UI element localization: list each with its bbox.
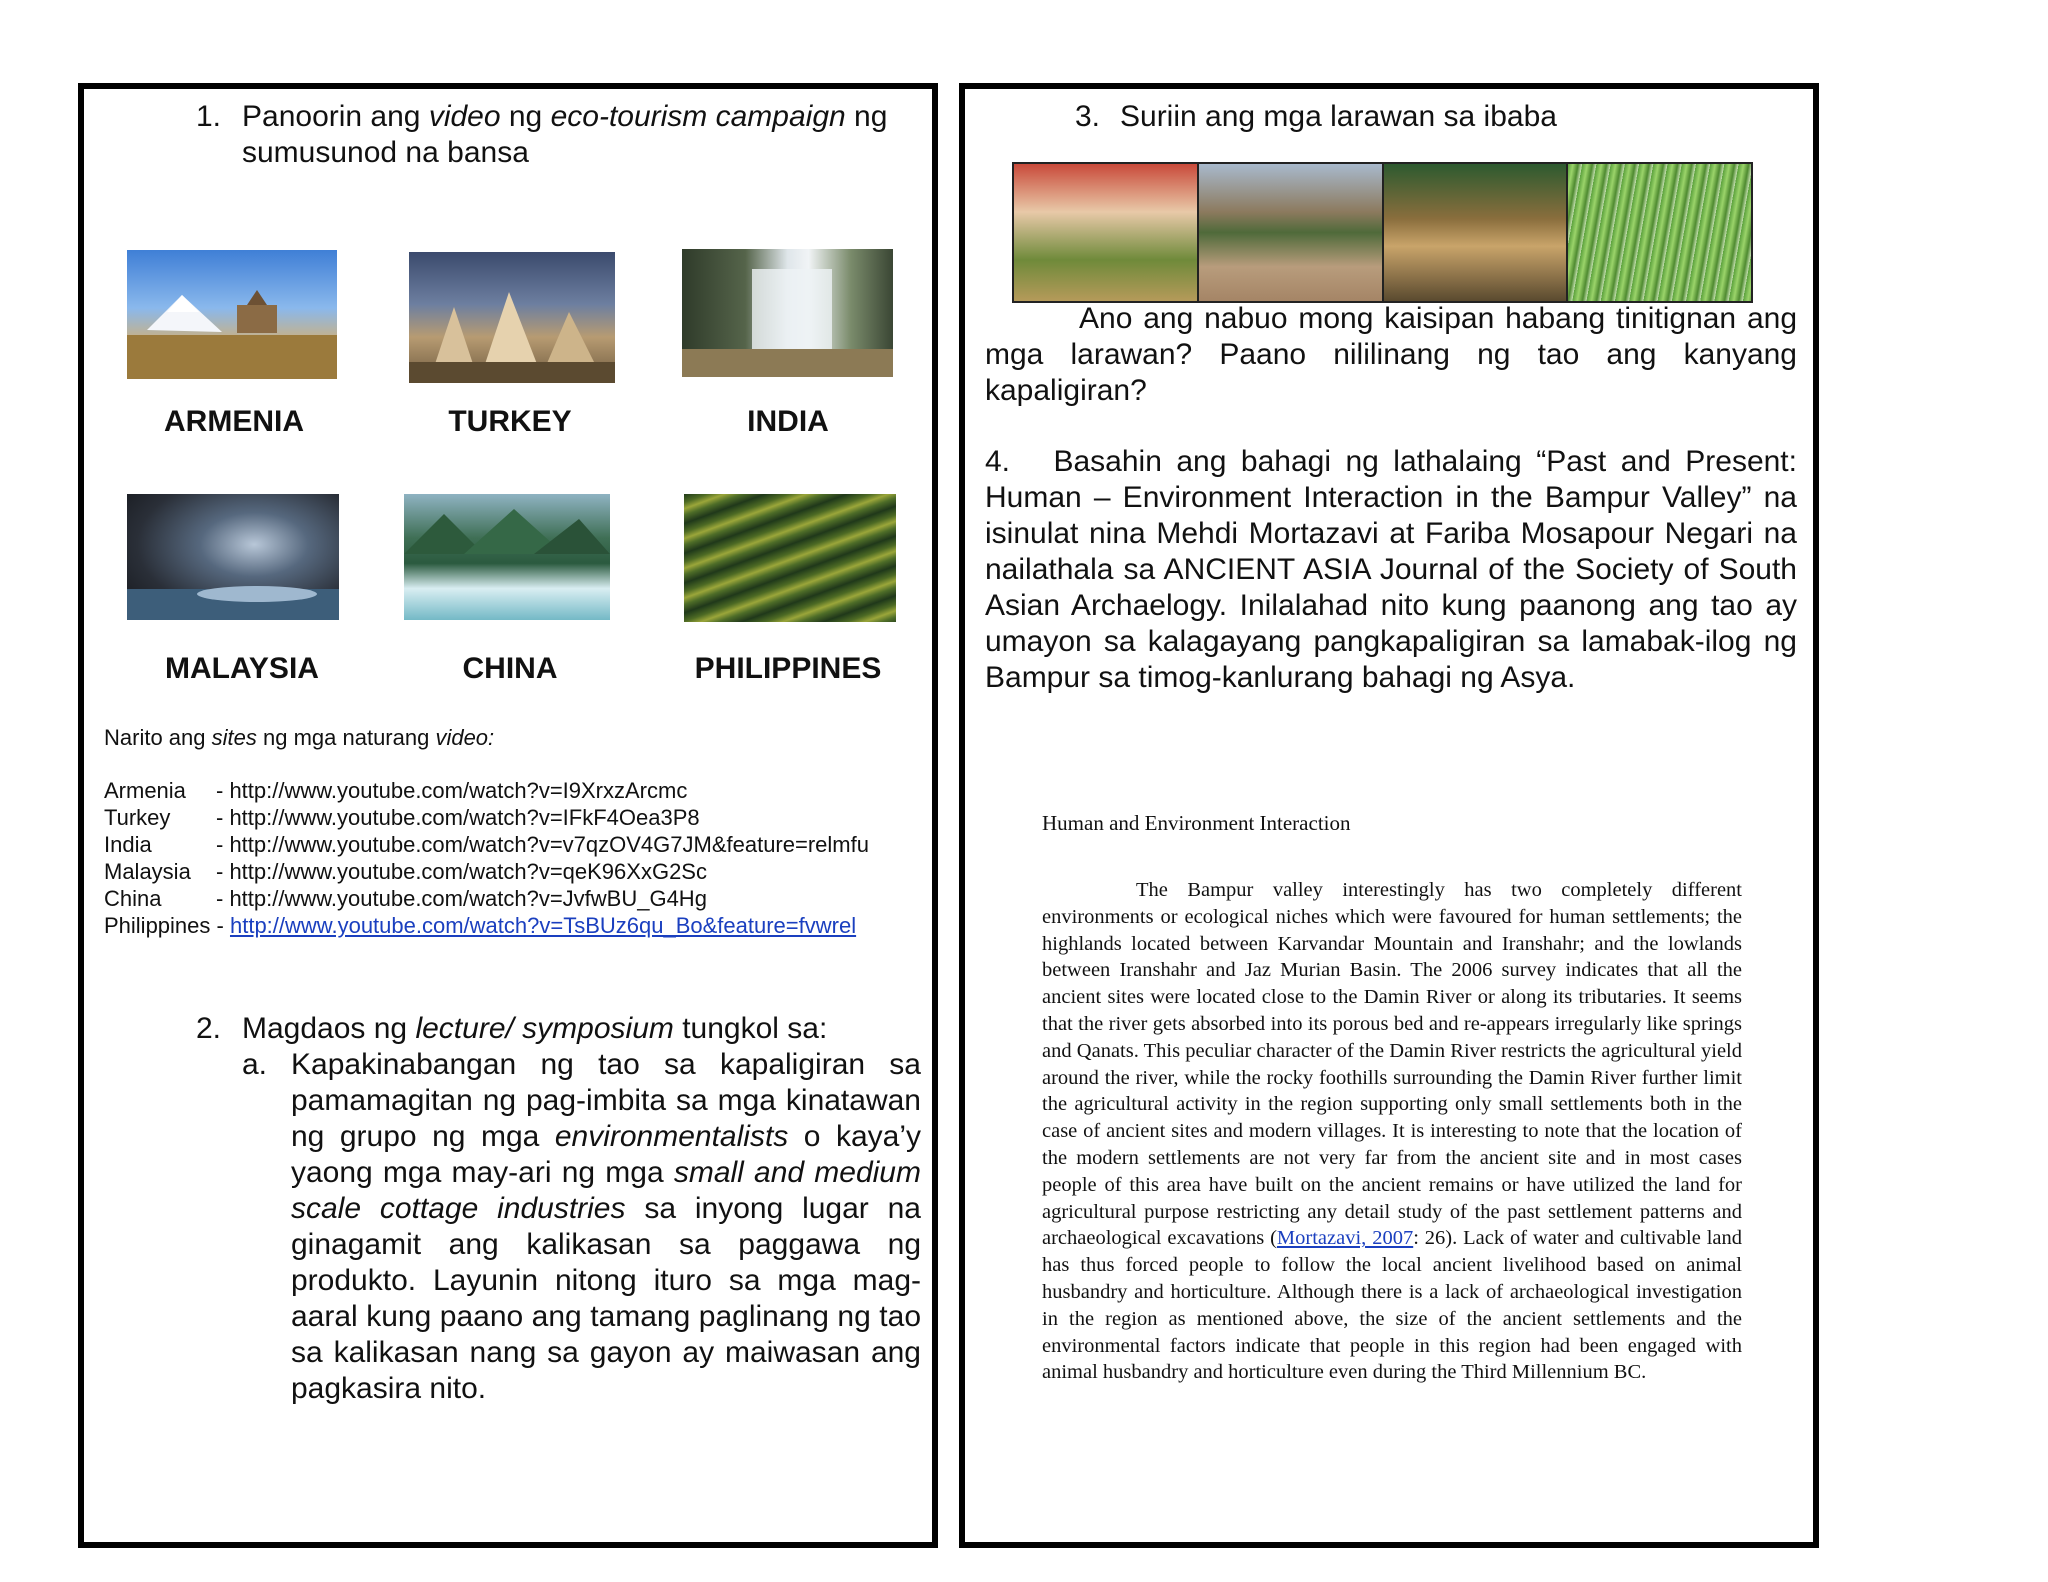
link-prefix: - — [216, 913, 230, 938]
item-4-number: 4. — [985, 445, 1011, 478]
item-4-text: 4. Basahin ang bahagi ng lathalaing “Past and Present: Human – Environment Interaction in the Bampur Valley” na isinulat nina Mehdi Mortazavi at Fariba Mosapour Negari na nailathala sa ANCIENT ASIA Journal of the Society of South Asian Archaelogy. Inilalahad nito kung paanong ang tao ay umayon sa kalagayang pangkapaligiran sa lamabak-ilog ng Bampur sa timog-kanlurang bahagi ng Asya. — [985, 445, 1797, 694]
country-label-philippines: PHILIPPINES — [694, 652, 882, 685]
malaysia-photo — [127, 494, 339, 620]
article-title: Human and Environment Interaction — [1042, 811, 1351, 835]
link-country-name: Philippines — [104, 913, 211, 938]
link-row-turkey — [104, 804, 934, 831]
link-url[interactable]: - http://www.youtube.com/watch?v=I9XrxzArcmc — [216, 778, 688, 803]
country-label-malaysia: MALAYSIA — [165, 652, 319, 685]
link-country-name: Armenia — [104, 778, 186, 803]
china-photo — [404, 494, 610, 620]
item-1-text: Panoorin ang video ng eco-tourism campaign ng sumusunod na bansa — [242, 100, 888, 169]
right-panel — [959, 83, 1819, 1548]
citation-link[interactable]: Mortazavi, 2007 — [1276, 1227, 1414, 1250]
article-body: The Bampur valley interestingly has two completely different environments or ecological niches which were favoured for human settlements; the highlands located between Karvandar Mountain and Iranshahr; and the lowlands between Iranshahr and Jaz Murian Basin. The 2006 survey indicates that all the ancient sites were located close to the Damin River or along its tributaries. It seems that the river gets absorbed into its porous bed and re-appears irregularly like springs and Qanats. This peculiar character of the Damin River restricts the agricultural yield around the river, while the rocky foothills surrounding the Damin River further limit the agricultural activity in the region supporting only small settlements both in the case of ancient sites and modern villages. It is interesting to note that the location of the modern settlements are not very far from the ancient site and in most cases people of this area have built on the ancient remains or have utilized the land for agricultural purpose restricting any detail study of the past settlement patterns and archaeological excavations (Mortazavi, 2007: 26). Lack of water and cultivable land has thus forced people to follow the local ancient livelihood based on animal husbandry and horticulture. Although there is a lack of archaeological investigation in the region as mentioned above, the size of the ancient settlements and the environmental factors indicate that people in this region had been engaged with animal husbandry and horticulture even during the Third Millennium BC. — [1042, 879, 1742, 1384]
link-country-name: India — [104, 832, 152, 857]
item-2-text: Magdaos ng lecture/ symposium tungkol sa: — [242, 1012, 828, 1045]
item-2a-letter: a. — [242, 1048, 268, 1081]
link-url[interactable]: - http://www.youtube.com/watch?v=IFkF4Oea3P8 — [216, 805, 700, 830]
gold-panning-photo — [1014, 164, 1199, 301]
link-country-name: Malaysia — [104, 859, 191, 884]
link-country-name: Turkey — [104, 805, 171, 830]
link-row-china — [104, 885, 934, 912]
philippines-photo — [684, 494, 896, 622]
country-label-china: CHINA — [462, 652, 558, 685]
link-url-hyperlink[interactable]: http://www.youtube.com/watch?v=TsBUz6qu_Bo&feature=fvwrel — [229, 913, 857, 938]
item-2-number: 2. — [196, 1012, 222, 1045]
item-2a-text: Kapakinabangan ng tao sa kapaligiran sa pamamagitan ng pag-imbita sa mga kinatawan ng grupo ng mga environmentalists o kaya’y yaong mga may-ari ng mga small and medium scale cottage industries sa inyong lugar na ginagamit ang kalikasan sa paggawa ng produkto. Layunin nitong ituro sa mga mag-aaral kung paano ang tamang paglinang ng tao sa kalikasan nang sa gayon ay maiwasan ang pagkasira nito. — [291, 1048, 922, 1405]
item-1-number: 1. — [196, 100, 222, 133]
link-row-india — [104, 831, 934, 858]
desert-palms-photo — [1199, 164, 1384, 301]
link-url[interactable]: - http://www.youtube.com/watch?v=v7qzOV4G7JM&feature=relmfu — [216, 832, 869, 857]
image-strip — [1012, 162, 1753, 303]
cart-horse-photo — [1384, 164, 1569, 301]
link-url[interactable]: - http://www.youtube.com/watch?v=qeK96XxG2Sc — [216, 859, 707, 884]
link-url[interactable]: - http://www.youtube.com/watch?v=JvfwBU_G4Hg — [216, 886, 707, 911]
video-links-list — [104, 777, 934, 939]
link-row-philippines — [104, 912, 934, 939]
country-label-india: INDIA — [747, 405, 829, 438]
item-3-text: Suriin ang mga larawan sa ibaba — [1120, 100, 1557, 133]
sites-intro: Narito ang sites ng mga naturang video: — [104, 725, 495, 750]
question-text: Ano ang nabuo mong kaisipan habang tinitignan ang mga larawan? Paano nililinang ng tao ang kanyang kapaligiran? — [985, 302, 1797, 407]
country-label-turkey: TURKEY — [448, 405, 572, 438]
rice-field-photo — [1568, 164, 1751, 301]
country-label-armenia: ARMENIA — [164, 405, 304, 438]
link-country-name: China — [104, 886, 162, 911]
turkey-photo — [409, 252, 615, 383]
link-row-malaysia — [104, 858, 934, 885]
item-3-number: 3. — [1075, 100, 1101, 133]
armenia-photo — [127, 250, 337, 379]
link-row-armenia — [104, 777, 934, 804]
left-panel — [78, 83, 938, 1548]
india-photo — [682, 249, 893, 377]
